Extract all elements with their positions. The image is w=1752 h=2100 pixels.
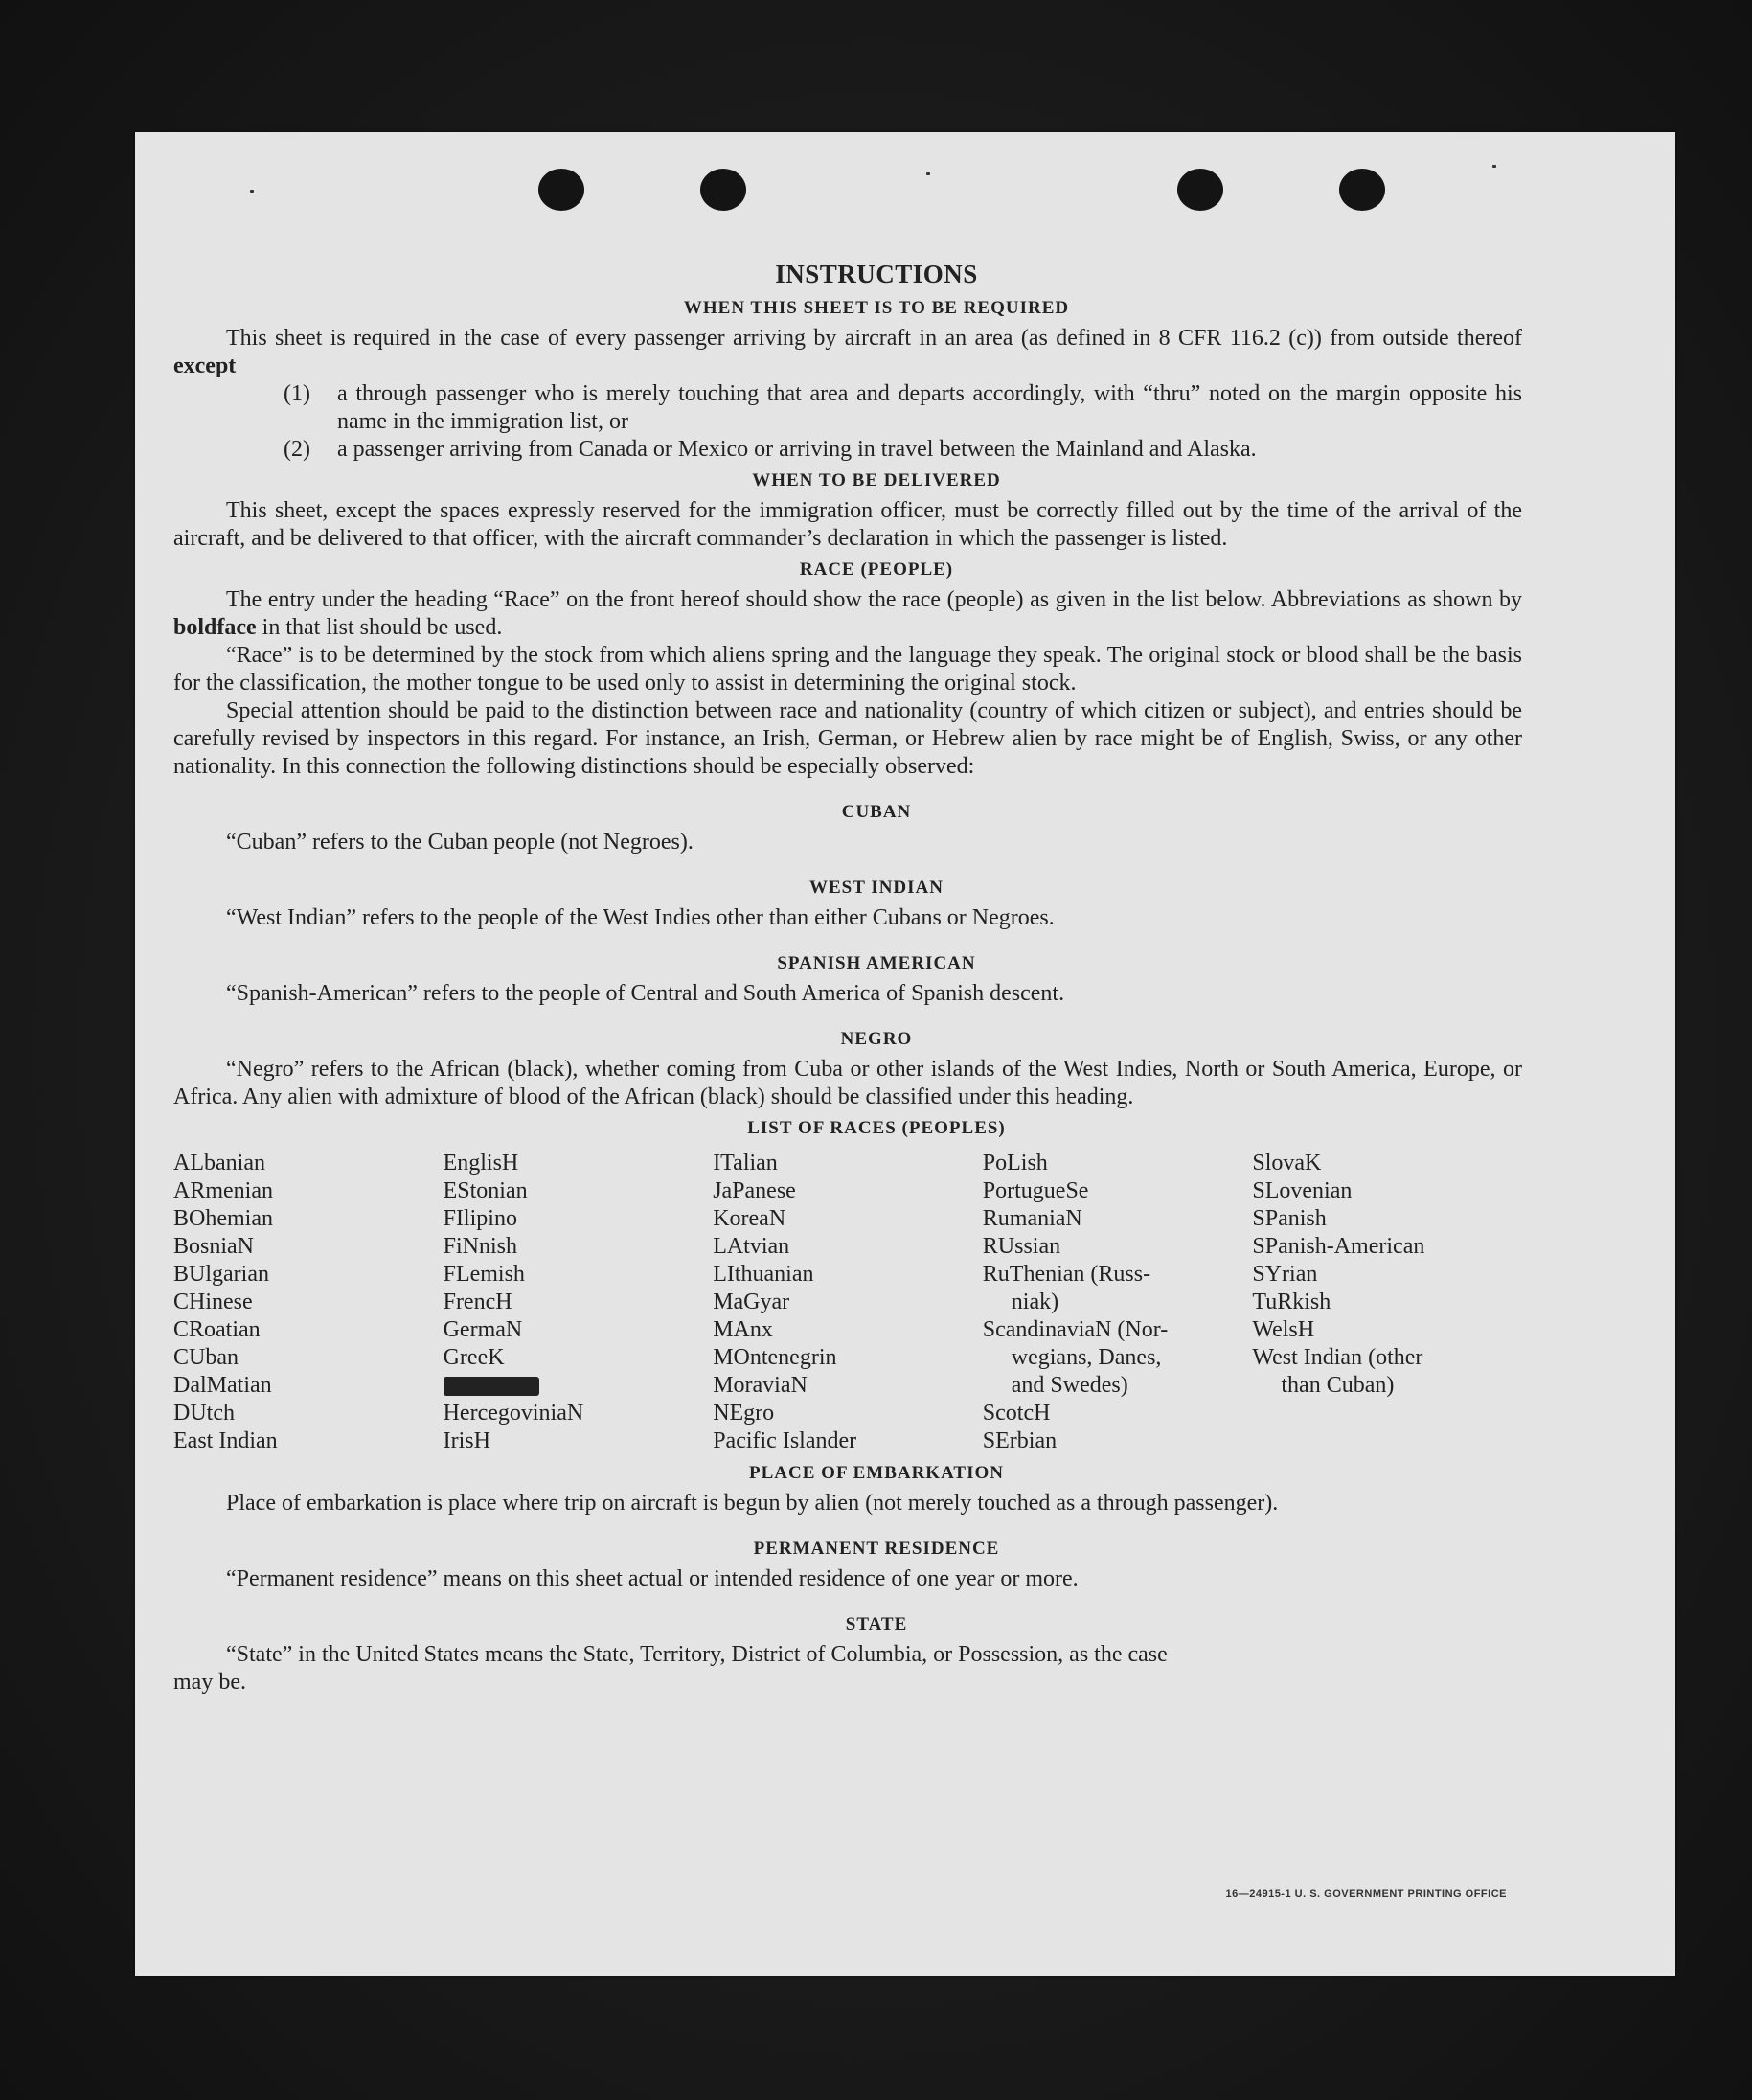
race-column (1252, 1150, 1522, 1455)
race-item: CUban (173, 1345, 239, 1370)
race-item: MaGyar (713, 1290, 790, 1314)
paragraph: “Spanish-American” refers to the people of Central and South America of Spanish descent. (226, 981, 1065, 1006)
section-heading: LIST OF RACES (PEOPLES) (747, 1118, 1006, 1138)
race-item: PoLish (982, 1151, 1048, 1176)
race-item: FiNnish (443, 1234, 517, 1259)
race-item: SYrian (1252, 1262, 1318, 1287)
section-heading: PLACE OF EMBARKATION (749, 1463, 1004, 1483)
speck (250, 190, 254, 193)
race-item: CHinese (173, 1290, 253, 1314)
race-item: WelsH (1252, 1317, 1315, 1342)
paragraph: “Negro” refers to the African (black), whether coming from Cuba or other islands of the West Indies, North or South America, Europe, or Africa. Any alien with admixture of blood of the African (black) should be classified under this heading. (173, 1057, 1522, 1109)
race-item: ScotcH (982, 1401, 1051, 1426)
section-heading: PERMANENT RESIDENCE (753, 1539, 1000, 1559)
race-item: MOntenegrin (713, 1345, 837, 1370)
race-item: IrisH (443, 1428, 490, 1453)
race-list (173, 1150, 1522, 1455)
section-heading: WHEN TO BE DELIVERED (752, 470, 1001, 491)
paragraph: “Cuban” refers to the Cuban people (not Negroes). (226, 830, 694, 855)
race-item: GreeK (443, 1345, 505, 1370)
race-item: SPanish-American (1252, 1234, 1425, 1259)
race-item: BosniaN (173, 1234, 254, 1259)
race-column (713, 1150, 983, 1455)
race-item-continuation: wegians, Danes, (1011, 1345, 1162, 1370)
race-item: Pacific Islander (713, 1428, 857, 1453)
speck (926, 172, 930, 175)
race-item: SPanish (1252, 1206, 1327, 1231)
race-item: FIlipino (443, 1206, 517, 1231)
page-title: INSTRUCTIONS (775, 260, 978, 288)
document-sheet (135, 132, 1675, 1976)
race-item: MAnx (713, 1317, 773, 1342)
race-item: NEgro (713, 1401, 775, 1426)
section-heading: WEST INDIAN (809, 878, 944, 898)
race-column (173, 1150, 444, 1455)
race-item: DalMatian (173, 1373, 272, 1398)
punch-hole (1339, 169, 1385, 211)
race-item-continuation: and Swedes) (1011, 1373, 1128, 1398)
speck (1492, 165, 1496, 168)
paragraph: This sheet, except the spaces expressly reserved for the immigration officer, must be correctly filled out by the time of the arrival of the aircraft, and be delivered to that officer, with the aircraft commander’s declaration in which the passenger is listed. (173, 498, 1522, 551)
race-column (444, 1150, 714, 1455)
paragraph: “State” in the United States means the State, Territory, District of Columbia, or Possession, as the case (226, 1642, 1168, 1667)
race-item: SlovaK (1252, 1151, 1322, 1176)
form-number: 16—24915-1 U. S. GOVERNMENT PRINTING OFFICE (1225, 1888, 1507, 1900)
race-item: ALbanian (173, 1151, 265, 1176)
race-item: LAtvian (713, 1234, 790, 1259)
paragraph: Special attention should be paid to the distinction between race and nationality (country of which citizen or subject), and entries should be carefully revised by inspectors in this regard. For instance, an Irish, German, or Hebrew alien by race might be of English, Swiss, or any other nationality. In this connection the following distinctions should be especially observed: (173, 698, 1522, 779)
race-item: KoreaN (713, 1206, 786, 1231)
paragraph: The entry under the heading “Race” on the front hereof should show the race (people) as given in the list below. Abbreviations as shown by boldface in that list should be used. (173, 587, 1522, 640)
section-heading: WHEN THIS SHEET IS TO BE REQUIRED (683, 298, 1070, 318)
race-item: SLovenian (1252, 1178, 1353, 1203)
race-item: West Indian (other (1252, 1345, 1423, 1370)
race-item-continuation: niak) (1011, 1290, 1059, 1314)
section-heading: SPANISH AMERICAN (777, 953, 976, 973)
paragraph: “Race” is to be determined by the stock from which aliens spring and the language they speak. The original stock or blood shall be the basis for the classification, the mother tongue to be used only to assist in determining the original stock. (173, 643, 1522, 696)
instructions-content (173, 261, 1522, 1697)
section-heading: RACE (PEOPLE) (799, 559, 954, 580)
race-item: DUtch (173, 1401, 235, 1426)
race-item: EnglisH (443, 1151, 519, 1176)
race-item: BUlgarian (173, 1262, 269, 1287)
race-item: FrencH (443, 1290, 512, 1314)
section-heading: NEGRO (840, 1029, 913, 1049)
race-item: FLemish (443, 1262, 525, 1287)
race-item: TuRkish (1252, 1290, 1331, 1314)
race-item: MoraviaN (713, 1373, 808, 1398)
race-item: ARmenian (173, 1178, 273, 1203)
paragraph: may be. (173, 1670, 246, 1695)
redacted-blot (444, 1372, 714, 1400)
paragraph: This sheet is required in the case of every passenger arriving by aircraft in an area (as defined in 8 CFR 116.2 (c)) from outside thereof except (173, 326, 1522, 378)
race-item: ScandinaviaN (Nor- (982, 1317, 1169, 1342)
paragraph: “Permanent residence” means on this sheet actual or intended residence of one year or more. (226, 1566, 1079, 1591)
list-item: (1) a through passenger who is merely touching that area and departs accordingly, with “thru” noted on the margin opposite his name in the immigration list, or (284, 381, 1522, 434)
race-item: BOhemian (173, 1206, 273, 1231)
race-item: SErbian (982, 1428, 1058, 1453)
race-column (983, 1150, 1253, 1455)
race-item: RumaniaN (982, 1206, 1082, 1231)
punch-hole (700, 169, 746, 211)
list-item: (2) a passenger arriving from Canada or Mexico or arriving in travel between the Mainland and Alaska. (284, 437, 1257, 462)
punch-hole (538, 169, 584, 211)
paragraph: Place of embarkation is place where trip on aircraft is begun by alien (not merely touched as a through passenger). (226, 1491, 1279, 1516)
race-item: GermaN (443, 1317, 523, 1342)
race-item: JaPanese (713, 1178, 796, 1203)
race-item: EStonian (443, 1178, 528, 1203)
race-item: ITalian (713, 1151, 778, 1176)
section-heading: CUBAN (841, 802, 912, 822)
race-item: East Indian (173, 1428, 278, 1453)
race-item: HercegoviniaN (443, 1401, 584, 1426)
race-item-continuation: than Cuban) (1281, 1373, 1395, 1398)
punch-hole (1177, 169, 1223, 211)
race-item: CRoatian (173, 1317, 261, 1342)
race-item: PortugueSe (982, 1178, 1089, 1203)
race-item: LIthuanian (713, 1262, 814, 1287)
paragraph: “West Indian” refers to the people of the West Indies other than either Cubans or Negroes. (226, 905, 1055, 930)
race-item: RUssian (982, 1234, 1061, 1259)
section-heading: STATE (845, 1614, 908, 1634)
race-item: RuThenian (Russ- (982, 1262, 1151, 1287)
